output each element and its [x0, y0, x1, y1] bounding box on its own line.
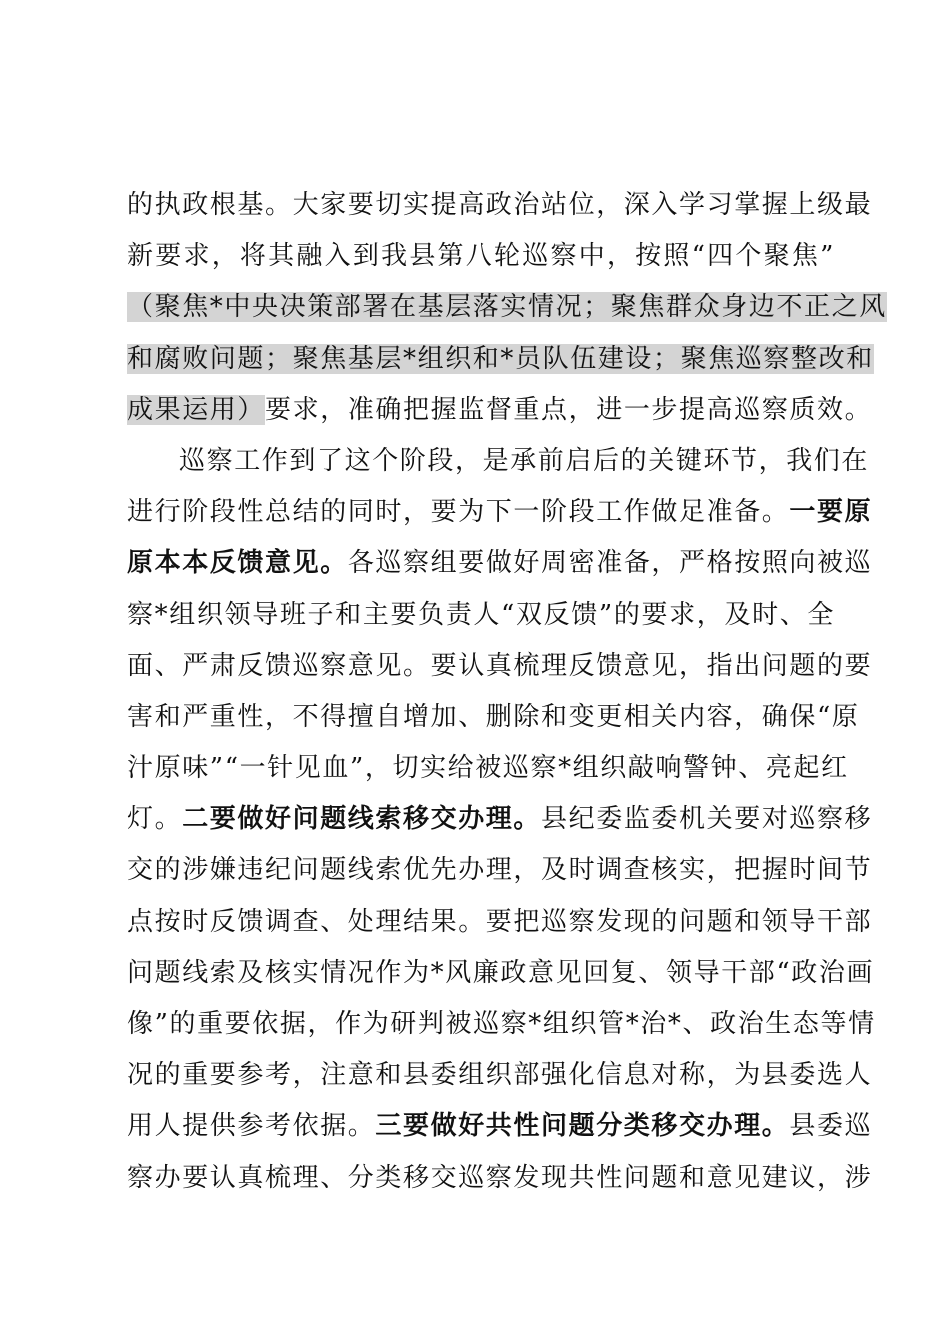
highlighted-text: 和腐败问题；聚焦基层*组织和*员队伍建设；聚焦巡察整改和	[127, 343, 874, 374]
paragraph-2-line-8	[127, 794, 873, 845]
paragraph-2-line-13: 况的重要参考，注意和县委组织部强化信息对称，为县委选人	[127, 1060, 873, 1091]
paragraph-2-line-14	[127, 1101, 873, 1152]
paragraph-text: 进行阶段性总结的同时，要为下一阶段工作做足准备。	[127, 497, 790, 528]
paragraph-2-line-3	[127, 538, 873, 589]
paragraph-1-line-5	[127, 385, 873, 436]
paragraph-text: 县委巡	[789, 1111, 873, 1142]
paragraph-1-line-4	[127, 334, 874, 385]
paragraph-2-line-15: 察办要认真梳理、分类移交巡察发现共性问题和意见建议，涉	[127, 1162, 873, 1193]
paragraph-2-line-12: 像”的重要依据，作为研判被巡察*组织管*治*、政治生态等情	[127, 1009, 876, 1039]
paragraph-text: 县纪委监委机关要对巡察移	[541, 804, 873, 835]
bold-heading-text: 三要做好共性问题分类移交办理。	[375, 1111, 790, 1142]
paragraph-1-line-3	[127, 282, 887, 333]
paragraph-2-line-5: 面、严肃反馈巡察意见。要认真梳理反馈意见，指出问题的要	[127, 650, 873, 681]
paragraph-2-line-2	[127, 487, 873, 538]
paragraph-1-line-1: 的执政根基。大家要切实提高政治站位，深入学习掌握上级最	[127, 190, 873, 220]
highlighted-text: 成果运用）	[127, 394, 266, 425]
paragraph-2-line-9: 交的涉嫌违纪问题线索优先办理，及时调查核实，把握时间节	[127, 855, 873, 886]
body-text	[127, 180, 887, 1204]
paragraph-2-line-10: 点按时反馈调查、处理结果。要把巡察发现的问题和领导干部	[127, 906, 873, 937]
paragraph-2-line-11: 问题线索及核实情况作为*风廉政意见回复、领导干部“政治画	[127, 957, 875, 988]
highlighted-text: （聚焦*中央决策部署在基层落实情况；聚焦群众身边不正之风	[127, 292, 887, 323]
paragraph-text: 用人提供参考依据。	[127, 1111, 376, 1142]
paragraph-text: 要求，准确把握监督重点，进一步提高巡察质效。	[265, 394, 873, 425]
paragraph-text: 各巡察组要做好周密准备，严格按照向被巡	[347, 548, 873, 579]
bold-heading-text: 一要原	[789, 497, 873, 528]
paragraph-2-line-4: 察*组织领导班子和主要负责人“双反馈”的要求，及时、全	[127, 599, 835, 630]
paragraph-2-line-1: 巡察工作到了这个阶段，是承前启后的关键环节，我们在	[179, 445, 870, 476]
paragraph-2-line-6: 害和严重性，不得擅自增加、删除和变更相关内容，确保“原	[127, 701, 860, 732]
paragraph-text: 灯。	[127, 804, 183, 835]
bold-heading-text: 二要做好问题线索移交办理。	[182, 804, 542, 835]
paragraph-1-line-2: 新要求，将其融入到我县第八轮巡察中，按照“四个聚焦”	[127, 241, 835, 272]
bold-heading-text: 原本本反馈意见。	[127, 548, 348, 579]
paragraph-2-line-7: 汁原味”“一针见血”，切实给被巡察*组织敲响警钟、亮起红	[127, 753, 849, 784]
